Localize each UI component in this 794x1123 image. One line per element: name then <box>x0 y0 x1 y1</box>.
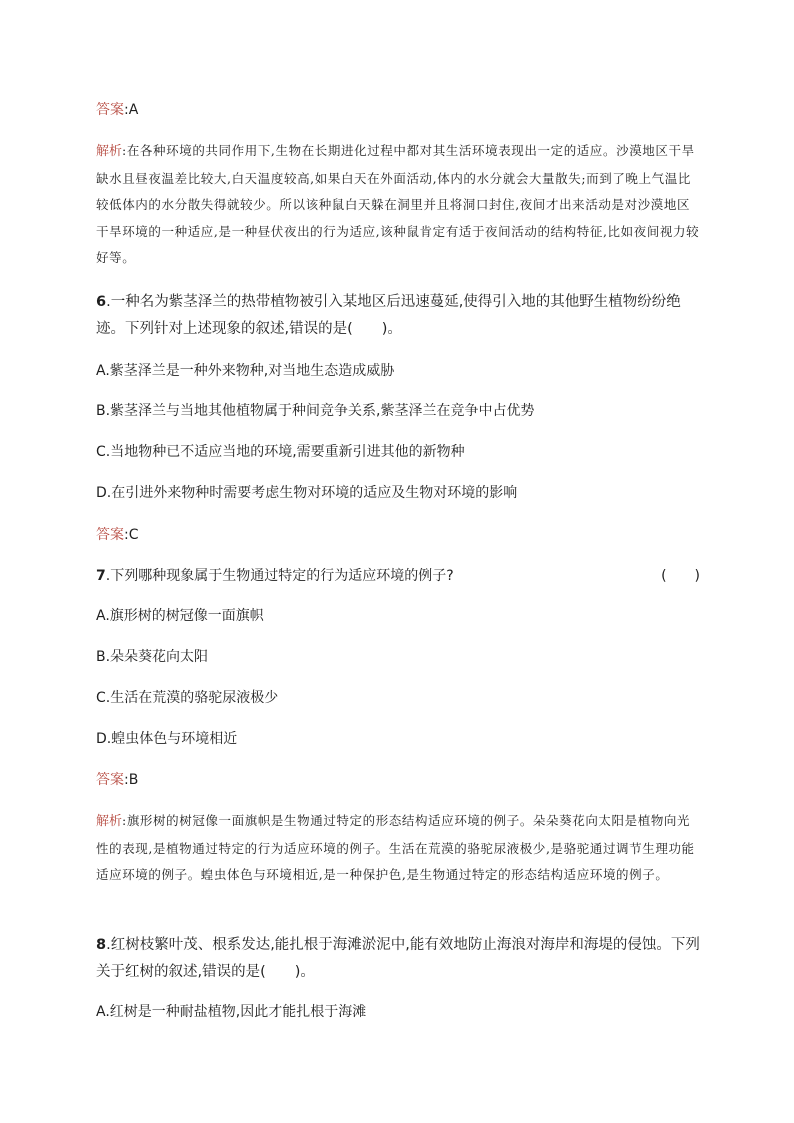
question-text: .一种名为紫茎泽兰的热带植物被引入某地区后迅速蔓延,使得引入地的其他野生植物纷纷绝迹。下列针对上述现象的叙述,错误的是( )。 <box>96 294 681 337</box>
answer-label: 答案 <box>96 527 124 543</box>
answer-label: 答案 <box>96 772 124 788</box>
answer-value: :A <box>124 102 139 118</box>
answer-value: :C <box>124 527 139 543</box>
question-number: 6 <box>96 294 107 310</box>
explanation-label: 解析 <box>96 814 123 829</box>
answer-7 <box>96 770 138 790</box>
option-7a: A.旗形树的树冠像一面旗帜 <box>96 608 264 624</box>
question-text: .下列哪种现象属于生物通过特定的行为适应环境的例子? <box>105 568 454 584</box>
answer-5 <box>96 100 138 120</box>
option-6b: B.紫茎泽兰与当地其他植物属于种间竞争关系,紫茎泽兰在竞争中占优势 <box>96 403 535 419</box>
question-8 <box>96 932 700 986</box>
option-6c: C.当地物种已不适应当地的环境,需要重新引进其他的新物种 <box>96 444 465 460</box>
option-7c: C.生活在荒漠的骆驼尿液极少 <box>96 690 279 706</box>
explanation-7 <box>96 808 700 889</box>
option-7d: D.蝗虫体色与环境相近 <box>96 731 238 747</box>
answer-value: :B <box>124 772 139 788</box>
question-6 <box>96 289 700 343</box>
option-7b: B.朵朵葵花向太阳 <box>96 649 209 665</box>
explanation-5 <box>96 138 700 272</box>
option-6d: D.在引进外来物种时需要考虑生物对环境的适应及生物对环境的影响 <box>96 485 518 501</box>
question-7 <box>96 566 700 586</box>
question-number: 8 <box>96 937 107 953</box>
option-6a: A.紫茎泽兰是一种外来物种,对当地生态造成威胁 <box>96 363 395 379</box>
option-8a: A.红树是一种耐盐植物,因此才能扎根于海滩 <box>96 1004 367 1020</box>
explanation-label: 解析 <box>96 144 123 159</box>
answer-6 <box>96 525 139 545</box>
answer-bracket: ( ) <box>661 568 700 584</box>
answer-label: 答案 <box>96 102 124 118</box>
explanation-text: :在各种环境的共同作用下,生物在长期进化过程中都对其生活环境表现出一定的适应。沙漠地区干旱缺水且昼夜温差比较大,白天温度较高,如果白天在外面活动,体内的水分就会大量散失;而到了晚上气温比较低体内的水分散失得就较少。所以该种鼠白天躲在洞里并且将洞口封住,夜间才出来活动是对沙漠地区干旱环境的一种适应,是一种昼伏夜出的行为适应,该种鼠肯定有适于夜间活动的结构特征,比如夜间视力较好等。 <box>96 143 700 265</box>
question-text: .红树枝繁叶茂、根系发达,能扎根于海滩淤泥中,能有效地防止海浪对海岸和海堤的侵蚀。下列关于红树的叙述,错误的是( )。 <box>96 937 700 980</box>
explanation-text: :旗形树的树冠像一面旗帜是生物通过特定的形态结构适应环境的例子。朵朵葵花向太阳是植物向光性的表现,是植物通过特定的行为适应环境的例子。生活在荒漠的骆驼尿液极少,是骆驼通过调节生理功能适应环境的例子。蝗虫体色与环境相近,是一种保护色,是生物通过特定的形态结构适应环境的例子。 <box>96 813 695 882</box>
question-number: 7 <box>96 568 106 584</box>
